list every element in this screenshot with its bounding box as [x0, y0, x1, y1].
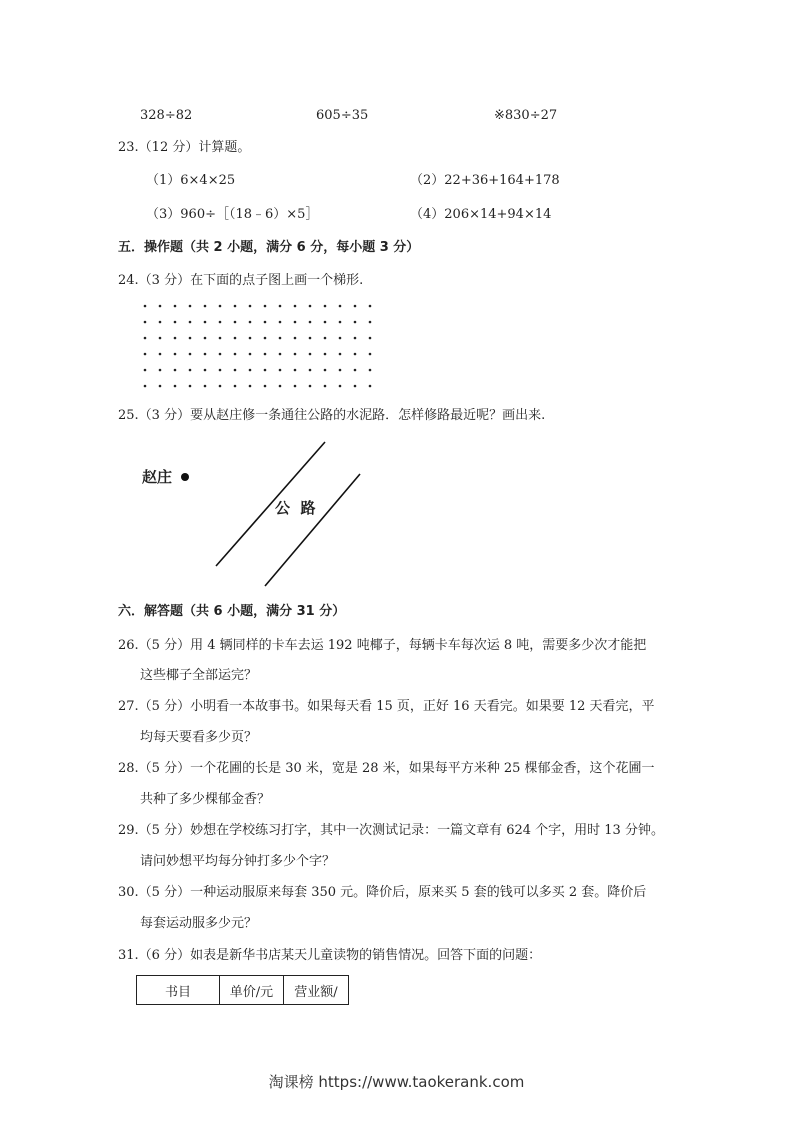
grid-dot: [264, 321, 267, 324]
grid-dot: [309, 385, 312, 388]
grid-dot: [354, 337, 357, 340]
grid-dot: [294, 385, 297, 388]
question-30-line-1: 30.（5 分）一种运动服原来每套 350 元。降价后，原来买 5 套的钱可以多买 2 套。降价后: [118, 885, 647, 900]
road-edge-right: [265, 474, 360, 586]
village-dot: [181, 473, 189, 481]
header-cell-title: 书目: [137, 976, 220, 1005]
grid-dot: [339, 337, 342, 340]
grid-dot: [294, 305, 297, 308]
grid-dot: [339, 369, 342, 372]
grid-dot: [369, 305, 372, 308]
grid-dot: [219, 305, 222, 308]
question-28-line-2: 共种了多少棵郁金香？: [140, 792, 271, 807]
grid-dot: [369, 369, 372, 372]
grid-dot: [294, 321, 297, 324]
grid-dot: [174, 385, 177, 388]
grid-dot: [354, 321, 357, 324]
header-cell-revenue: 营业额/: [284, 976, 349, 1005]
grid-dot: [159, 321, 162, 324]
grid-dot: [144, 369, 147, 372]
grid-dot: [234, 321, 237, 324]
grid-dot: [159, 353, 162, 356]
grid-dot: [369, 385, 372, 388]
grid-dot: [279, 305, 282, 308]
q23-item-1: （1）6×4×25: [146, 173, 236, 188]
grid-dot: [249, 353, 252, 356]
grid-dot: [204, 385, 207, 388]
grid-dot: [309, 321, 312, 324]
table-header-row: [137, 976, 349, 1005]
expression-1: 328÷82: [140, 108, 193, 123]
grid-dot: [354, 305, 357, 308]
grid-dot: [324, 353, 327, 356]
grid-dot: [189, 385, 192, 388]
grid-dot: [309, 353, 312, 356]
grid-dot: [279, 337, 282, 340]
grid-dot: [159, 385, 162, 388]
grid-dot: [234, 385, 237, 388]
grid-dot: [339, 305, 342, 308]
grid-dot: [354, 353, 357, 356]
grid-dot: [204, 369, 207, 372]
grid-dot: [219, 369, 222, 372]
road-label: 公 路: [275, 499, 316, 517]
question-27-line-1: 27.（5 分）小明看一本故事书。如果每天看 15 页，正好 16 天看完。如果要 12 天看完，平: [118, 699, 655, 714]
grid-dot: [204, 305, 207, 308]
grid-dot: [264, 353, 267, 356]
q23-item-4: （4）206×14+94×14: [410, 207, 552, 222]
grid-dot: [249, 305, 252, 308]
question-30-line-2: 每套运动服多少元？: [140, 916, 258, 931]
grid-dot: [294, 337, 297, 340]
grid-dot: [339, 321, 342, 324]
grid-dot: [309, 305, 312, 308]
grid-dot: [204, 337, 207, 340]
question-26-line-1: 26.（5 分）用 4 辆同样的卡车去运 192 吨椰子，每辆卡车每次运 8 吨，需要多少次才能把: [118, 638, 647, 653]
header-cell-price: 单价/元: [220, 976, 284, 1005]
page-footer: 淘课榜 https://www.taokerank.com: [268, 1073, 525, 1091]
grid-dot: [264, 369, 267, 372]
grid-dot: [309, 337, 312, 340]
dot-grid: [140, 300, 380, 392]
grid-dot: [189, 353, 192, 356]
grid-dot: [144, 337, 147, 340]
expression-3: ※830÷27: [494, 108, 558, 123]
grid-dot: [234, 369, 237, 372]
question-25: 25.（3 分）要从赵庄修一条通往公路的水泥路．怎样修路最近呢？画出来.: [118, 408, 546, 423]
question-24: 24.（3 分）在下面的点子图上画一个梯形.: [118, 273, 364, 288]
grid-dot: [144, 385, 147, 388]
grid-dot: [324, 385, 327, 388]
grid-dot: [144, 321, 147, 324]
grid-dot: [249, 385, 252, 388]
grid-dot: [264, 385, 267, 388]
grid-dot: [249, 337, 252, 340]
grid-dot: [324, 369, 327, 372]
village-label: 赵庄: [142, 468, 173, 486]
q23-item-3: （3）960÷［（18﹣6）×5］: [146, 207, 319, 222]
grid-dot: [174, 321, 177, 324]
grid-dot: [369, 321, 372, 324]
grid-dot: [294, 369, 297, 372]
grid-dot: [354, 385, 357, 388]
grid-dot: [324, 321, 327, 324]
grid-dot: [189, 321, 192, 324]
grid-dot: [159, 305, 162, 308]
question-27-line-2: 均每天要看多少页？: [140, 730, 258, 745]
grid-dot: [234, 353, 237, 356]
grid-dot: [189, 369, 192, 372]
grid-dot: [324, 305, 327, 308]
grid-dot: [264, 305, 267, 308]
q23-item-2: （2）22+36+164+178: [410, 173, 560, 188]
grid-dot: [249, 321, 252, 324]
grid-dot: [174, 369, 177, 372]
section-6-heading: 六．解答题（共 6 小题，满分 31 分）: [118, 604, 346, 619]
grid-dot: [189, 337, 192, 340]
grid-dot: [189, 305, 192, 308]
grid-dot: [339, 385, 342, 388]
grid-dot: [174, 337, 177, 340]
grid-dot: [219, 337, 222, 340]
grid-dot: [249, 369, 252, 372]
question-23-title: 23.（12 分）计算题。: [118, 140, 251, 155]
section-5-heading: 五．操作题（共 2 小题，满分 6 分，每小题 3 分）: [118, 240, 420, 255]
grid-dot: [144, 305, 147, 308]
grid-dot: [159, 369, 162, 372]
road-lines: [130, 435, 380, 595]
question-31: 31.（6 分）如表是新华书店某天儿童读物的销售情况。回答下面的问题：: [118, 948, 542, 963]
grid-dot: [219, 385, 222, 388]
grid-dot: [219, 321, 222, 324]
grid-dot: [324, 337, 327, 340]
grid-dot: [279, 353, 282, 356]
question-26-line-2: 这些椰子全部运完？: [140, 668, 258, 683]
expression-2: 605÷35: [316, 108, 369, 123]
grid-dot: [369, 353, 372, 356]
grid-dot: [339, 353, 342, 356]
question-29-line-1: 29.（5 分）妙想在学校练习打字，其中一次测试记录：一篇文章有 624 个字，用时 13 分钟。: [118, 823, 664, 838]
question-29-line-2: 请问妙想平均每分钟打多少个字？: [140, 854, 336, 869]
grid-dot: [234, 305, 237, 308]
grid-dot: [174, 305, 177, 308]
grid-dot: [369, 337, 372, 340]
grid-dot: [264, 337, 267, 340]
grid-dot: [174, 353, 177, 356]
grid-dot: [309, 369, 312, 372]
road-diagram: [130, 435, 380, 595]
grid-dot: [234, 337, 237, 340]
sales-table: [136, 975, 349, 1005]
grid-dot: [159, 337, 162, 340]
grid-dot: [279, 321, 282, 324]
grid-dot: [204, 353, 207, 356]
grid-dot: [204, 321, 207, 324]
grid-dot: [294, 353, 297, 356]
grid-dot: [144, 353, 147, 356]
grid-dot: [354, 369, 357, 372]
question-28-line-1: 28.（5 分）一个花圃的长是 30 米，宽是 28 米，如果每平方米种 25 棵郁金香，这个花圃一: [118, 761, 655, 776]
grid-dot: [219, 353, 222, 356]
grid-dot: [279, 385, 282, 388]
grid-dot: [279, 369, 282, 372]
